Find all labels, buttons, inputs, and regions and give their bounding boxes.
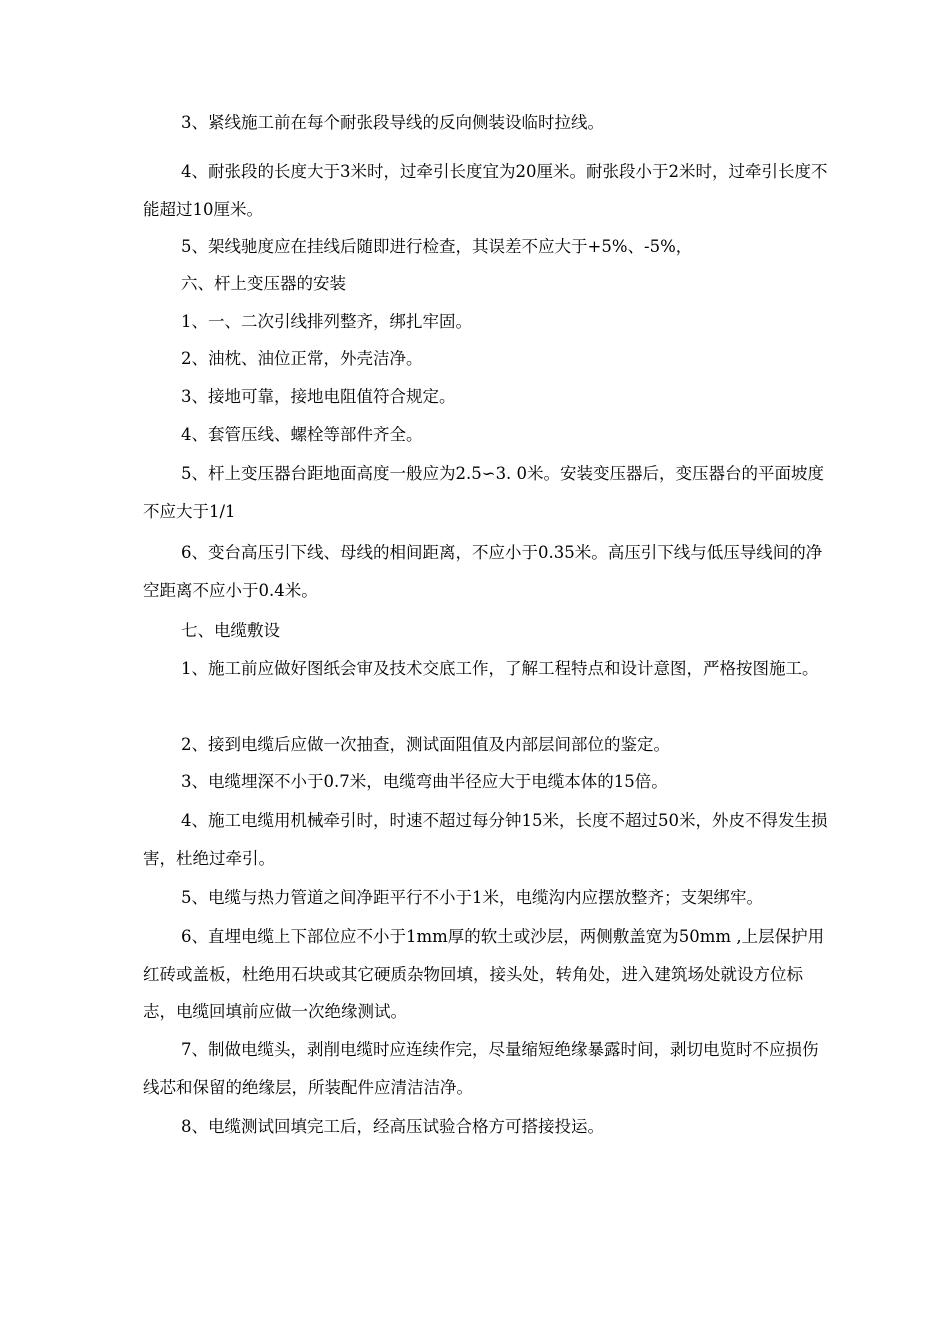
paragraph-cable-inspection: 2、接到电缆后应做一次抽查，测试面阻值及内部层间部位的鉴定。 bbox=[181, 735, 670, 754]
paragraph-transformer-leads: 1、一、二次引线排列整齐，绑扎牢固。 bbox=[181, 312, 472, 331]
section-heading-transformer: 六、杆上变压器的安装 bbox=[181, 274, 346, 293]
paragraph-cable-termination: 7、制做电缆头，剥削电缆时应连续作完，尽量缩短绝缘暴露时间，剥切电览时不应损伤线芯和保留的绝缘层，所装配件应清洁洁净。 bbox=[143, 1040, 819, 1097]
paragraph-cable-heat-pipe: 5、电缆与热力管道之间净距平行不小于1米，电缆沟内应摆放整齐；支架绑牢。 bbox=[181, 888, 763, 907]
paragraph-sag-inspection: 5、架线驰度应在挂线后随即进行检查，其误差不应大于+5%、-5%， bbox=[181, 237, 693, 256]
paragraph-transformer-bushings: 4、套管压线、螺栓等部件齐全。 bbox=[181, 425, 423, 444]
paragraph-cable-acceptance: 8、电缆测试回填完工后，经高压试验合格方可搭接投运。 bbox=[181, 1117, 604, 1136]
paragraph-tension-stringing-guy: 3、紧线施工前在每个耐张段导线的反向侧装设临时拉线。 bbox=[181, 113, 604, 132]
paragraph-transformer-grounding: 3、接地可靠，接地电阻值符合规定。 bbox=[181, 387, 456, 406]
paragraph-transformer-height: 5、杆上变压器台距地面高度一般应为2.5∽3. 0米。安装变压器后，变压器台的平面坡度不应大于1/1 bbox=[143, 464, 825, 521]
paragraph-cable-direct-burial: 6、直埋电缆上下部位应不小于1mm厚的软土或沙层，两侧敷盖宽为50mm ,上层保护用红砖或盖板，杜绝用石块或其它硬质杂物回填，接头处，转角处，进入建筑场处就设方位标志，电缆回填前应做一次绝缘测试。 bbox=[143, 927, 825, 1021]
section-heading-cable-laying: 七、电缆敷设 bbox=[181, 621, 280, 640]
paragraph-transformer-oil: 2、油枕、油位正常，外壳洁净。 bbox=[181, 349, 423, 368]
paragraph-cable-pulling: 4、施工电缆用机械牵引时，时速不超过每分钟15米，长度不超过50米，外皮不得发生损害，杜绝过牵引。 bbox=[143, 811, 828, 868]
paragraph-cable-burial-depth: 3、电缆埋深不小于0.7米，电缆弯曲半径应大于电缆本体的15倍。 bbox=[181, 772, 668, 791]
paragraph-tension-section-length: 4、耐张段的长度大于3米时，过牵引长度宜为20厘米。耐张段小于2米时，过牵引长度不能超过10厘米。 bbox=[143, 162, 828, 219]
paragraph-cable-drawing-review: 1、施工前应做好图纸会审及技术交底工作，了解工程特点和设计意图，严格按图施工。 bbox=[181, 659, 819, 678]
paragraph-transformer-clearance: 6、变台高压引下线、母线的相间距离，不应小于0.35米。高压引下线与低压导线间的净空距离不应小于0.4米。 bbox=[143, 543, 823, 600]
